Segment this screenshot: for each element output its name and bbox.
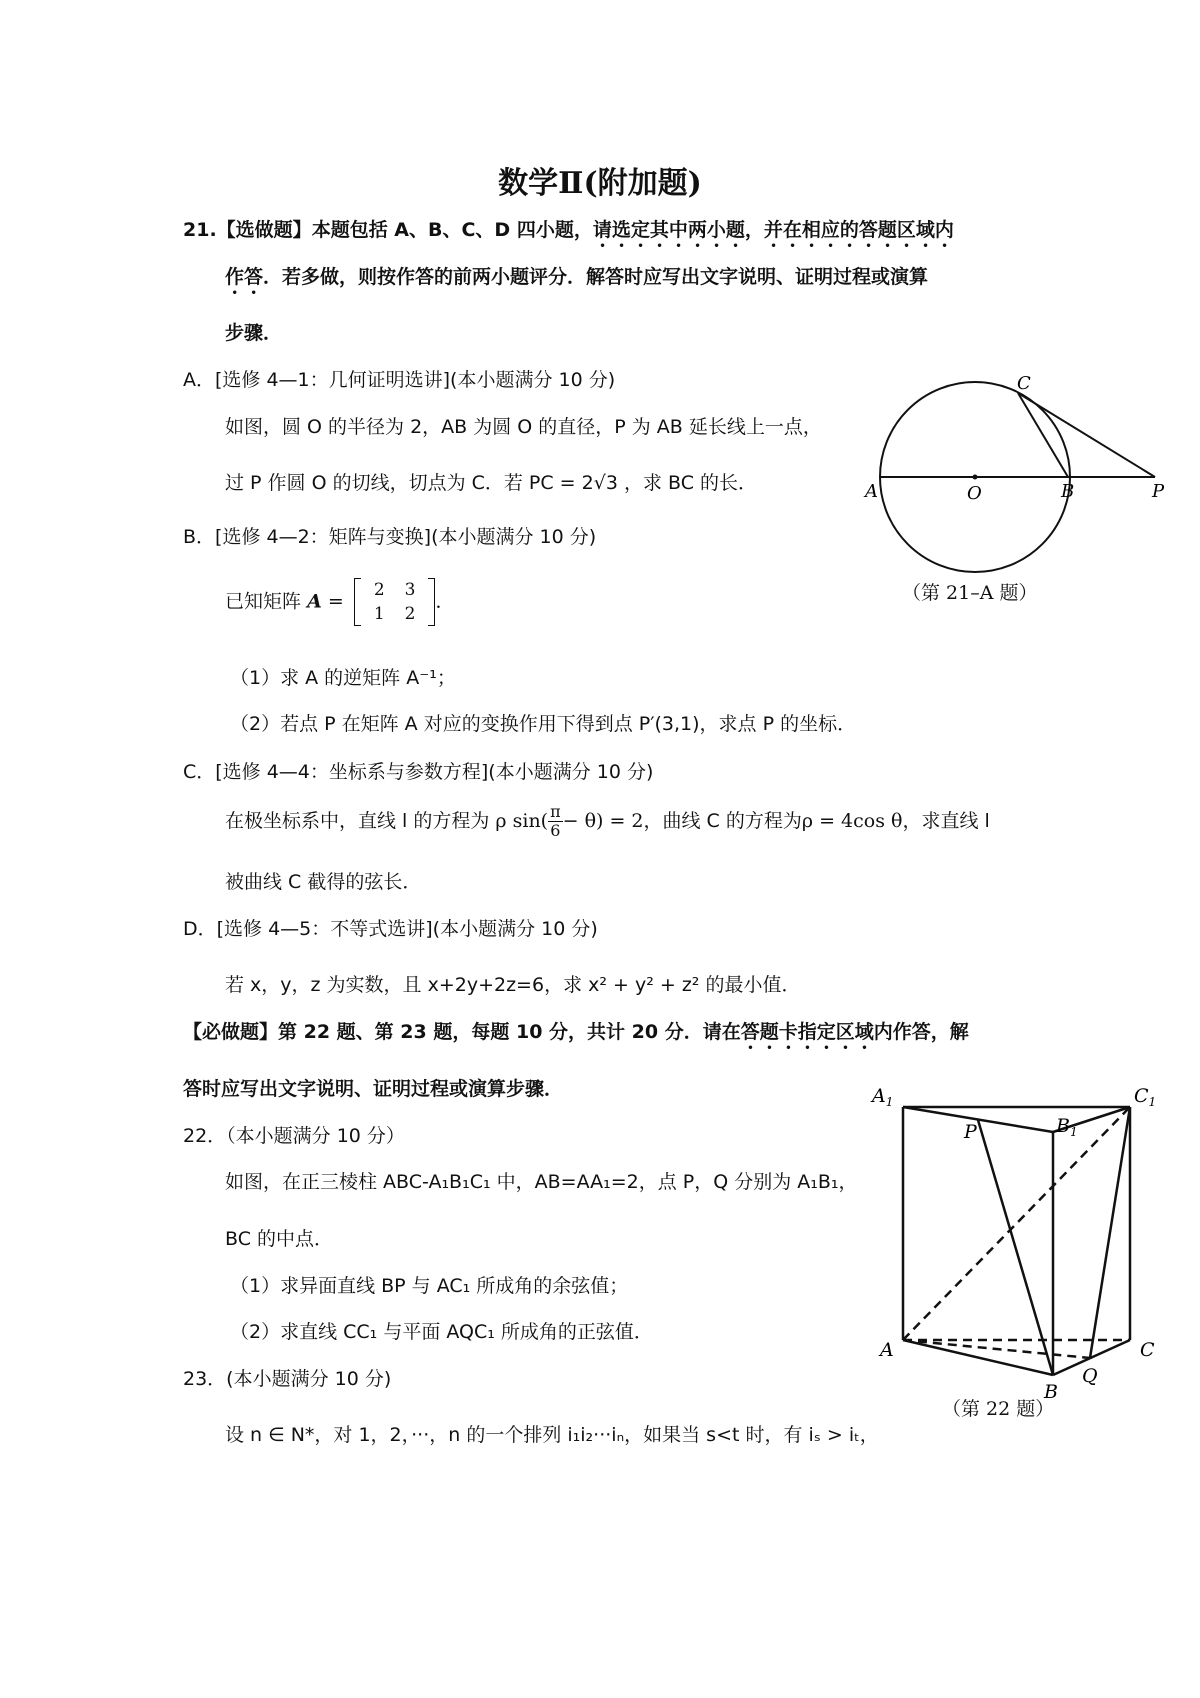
fig21a-label-b: B xyxy=(1061,481,1075,502)
qc-eq-l-frac xyxy=(548,803,563,840)
fig22-line-pb xyxy=(978,1120,1053,1375)
qc-eq-l-pre: ρ sin( xyxy=(495,810,549,832)
fig22-label-a: A xyxy=(880,1339,894,1361)
q22-label: 22．（本小题满分 10 分） xyxy=(183,1125,405,1147)
qa-label: A．[选修 4—1：几何证明选讲](本小题满分 10 分) xyxy=(183,369,616,391)
q22-line2: BC 的中点． xyxy=(225,1228,334,1250)
qb-intro: 已知矩阵 xyxy=(225,590,302,613)
qb-label: B．[选修 4—2：矩阵与变换](本小题满分 10 分) xyxy=(183,526,597,548)
fig21a-label-p: P xyxy=(1152,481,1165,502)
qa-caption: （第 21–A 题） xyxy=(902,582,1038,604)
required-text2: 内作答，解 xyxy=(873,1021,969,1043)
q23-line1: 设 n ∈ N*，对 1，2，···，n 的一个排列 i₁i₂···iₙ，如果当 s<t 时，有 iₛ > iₜ， xyxy=(225,1424,879,1446)
qd-line1: 若 x，y，z 为实数，且 x+2y+2z=6，求 x² + y² + z² 的最小值． xyxy=(225,974,801,996)
q21-line2-text: ．若多做，则按作答的前两小题评分．解答时应写出文字说明、证明过程或演算 xyxy=(263,266,929,288)
q22-caption: （第 22 题） xyxy=(942,1398,1055,1420)
qc-line1-c: ，求直线 l xyxy=(902,810,990,832)
qb-matrix-name: A xyxy=(307,590,322,613)
q21-line2-dotted: 作答 xyxy=(225,266,264,288)
qb-part1: （1）求 A 的逆矩阵 A⁻¹； xyxy=(230,667,456,689)
qb-matrix-cell: 2 xyxy=(373,580,385,600)
q21-number: 21. xyxy=(183,219,217,241)
q21-bracket: 【选做题】 xyxy=(216,219,312,241)
fig22-line-qc1 xyxy=(1090,1107,1130,1358)
fig22-label-c1: $C_1$ xyxy=(1134,1085,1157,1109)
fig22-label-c: C xyxy=(1140,1339,1155,1361)
qc-eq-l-den: 6 xyxy=(550,821,561,840)
qc-eq-l-num: π xyxy=(550,802,561,821)
required-text1: 第 22 题、第 23 题，每题 10 分，共计 20 分．请在 xyxy=(278,1021,741,1043)
page-title: 数学Ⅱ(附加题) xyxy=(498,166,702,201)
figure-22 xyxy=(868,1080,1168,1400)
fig22-label-q: Q xyxy=(1082,1365,1098,1387)
qc-line1-a: 在极坐标系中，直线 l 的方程为 xyxy=(225,810,490,832)
fig21a-center-dot xyxy=(973,475,978,480)
fig22-label-b1: $B_1$ xyxy=(1056,1115,1078,1139)
fig22-edge-ab xyxy=(903,1340,1053,1375)
qa-line1: 如图，圆 O 的半径为 2，AB 为圆 O 的直径，P 为 AB 延长线上一点， xyxy=(225,416,822,438)
qb-matrix-cell: 3 xyxy=(404,580,416,600)
fig22-dash-ac1 xyxy=(903,1107,1130,1340)
q22-line1: 如图，在正三棱柱 ABC-A₁B₁C₁ 中，AB=AA₁=2，点 P，Q 分别为 A₁B₁， xyxy=(225,1171,858,1193)
qb-matrix xyxy=(354,578,436,626)
qb-intro-line: 已知矩阵 A = 2 3 1 2 ． xyxy=(225,580,455,624)
qc-eq-c: ρ = 4cos θ xyxy=(801,810,903,832)
required-line1 xyxy=(183,1017,969,1054)
qb-part2: （2）若点 P 在矩阵 A 对应的变换作用下得到点 P′(3,1)，求点 P 的坐标． xyxy=(230,713,857,735)
q21-line1-dotted: 请选定其中两小题，并在相应的答题区域内 xyxy=(592,219,954,241)
q21-line3: 步骤． xyxy=(225,322,283,344)
qc-label: C．[选修 4—4：坐标系与参数方程](本小题满分 10 分) xyxy=(183,761,654,783)
fig22-label-a1: $A_1$ xyxy=(872,1085,894,1109)
fig22-label-p: P xyxy=(964,1121,977,1143)
fig22-edge-a1b1 xyxy=(903,1107,1053,1132)
fig21a-label-c: C xyxy=(1017,375,1031,394)
fig21a-label-o: O xyxy=(967,483,982,504)
q21-line2 xyxy=(225,262,928,299)
fig22-dash-aq xyxy=(903,1340,1090,1358)
qc-line1-b: ，曲线 C 的方程为 xyxy=(643,810,802,832)
qc-line1 xyxy=(225,803,990,840)
required-line2: 答时应写出文字说明、证明过程或演算步骤． xyxy=(183,1078,564,1100)
q23-label: 23．(本小题满分 10 分) xyxy=(183,1368,392,1390)
q22-part2: （2）求直线 CC₁ 与平面 AQC₁ 所成角的正弦值． xyxy=(230,1321,653,1343)
q21-line1 xyxy=(183,215,954,252)
qc-eq-l-post: − θ) = 2 xyxy=(562,810,644,832)
qb-matrix-cell: 1 xyxy=(373,604,385,624)
qd-label: D．[选修 4—5：不等式选讲](本小题满分 10 分) xyxy=(183,918,598,940)
qb-matrix-cell: 2 xyxy=(404,604,416,624)
qc-line2: 被曲线 C 截得的弦长． xyxy=(225,871,422,893)
required-bracket: 【必做题】 xyxy=(183,1021,279,1043)
fig21a-tangent-cp xyxy=(1018,393,1155,477)
q21-line1-text: 本题包括 A、B、C、D 四小题， xyxy=(311,219,593,241)
q22-part1: （1）求异面直线 BP 与 AC₁ 所成角的余弦值； xyxy=(230,1275,629,1297)
required-dotted: 答题卡指定区域 xyxy=(740,1021,874,1043)
fig22-label-b: B xyxy=(1044,1381,1058,1400)
qa-line2: 过 P 作圆 O 的切线，切点为 C．若 PC = 2√3 ，求 BC 的长． xyxy=(225,472,758,494)
figure-21a xyxy=(855,375,1175,610)
fig21a-label-a: A xyxy=(865,481,878,502)
